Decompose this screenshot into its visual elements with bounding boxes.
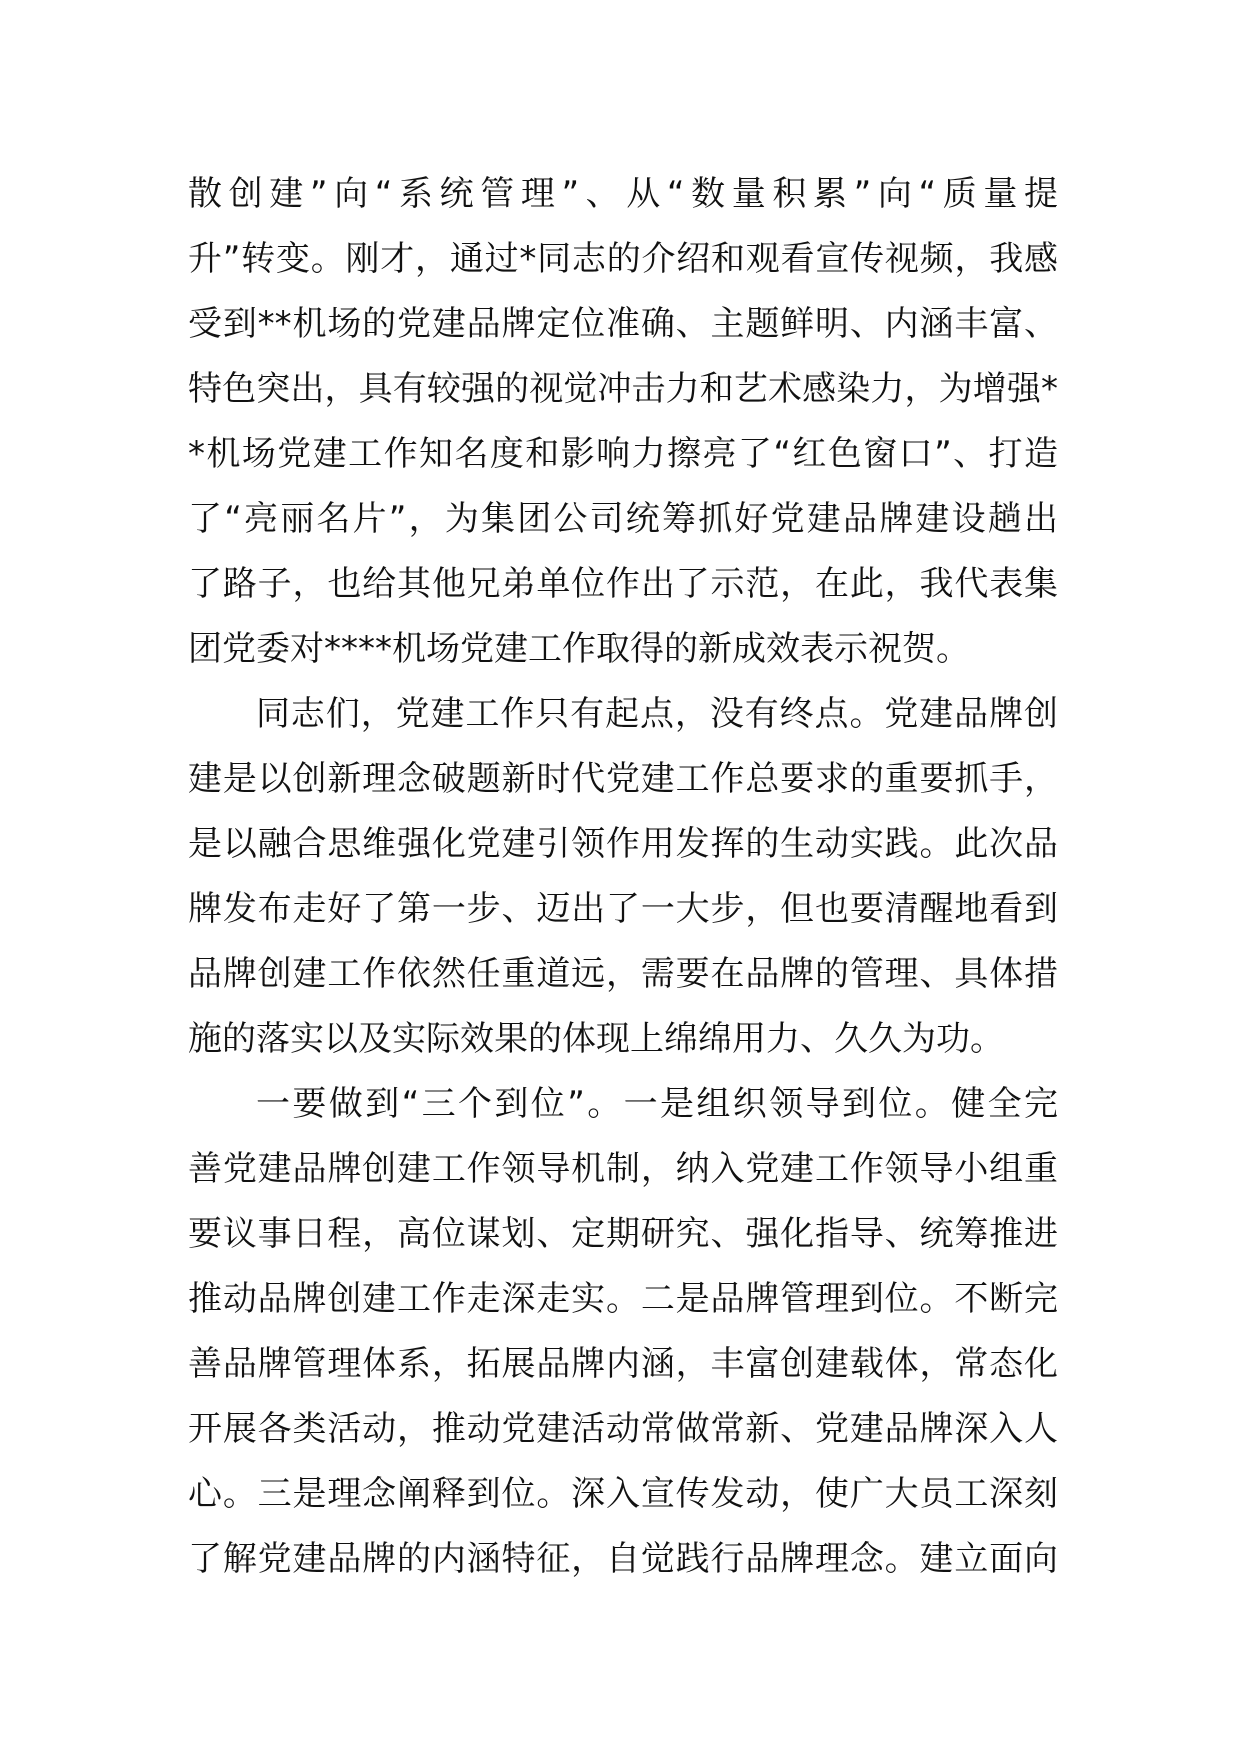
- text-line: 同志们，党建工作只有起点，没有终点。党建品牌创: [256, 694, 1058, 734]
- text-line: 一要做到“三个到位”。一是组织领导到位。健全完: [256, 1084, 1058, 1124]
- text-line: 要议事日程，高位谋划、定期研究、强化指导、统筹推进: [188, 1214, 1058, 1254]
- paragraph-2: [188, 682, 1058, 1072]
- text-line: 开展各类活动，推动党建活动常做常新、党建品牌深入人: [188, 1409, 1058, 1449]
- text-line: 心。三是理念阐释到位。深入宣传发动，使广大员工深刻: [188, 1474, 1058, 1514]
- text-line: 了解党建品牌的内涵特征，自觉践行品牌理念。建立面向: [188, 1539, 1058, 1579]
- text-line: 善党建品牌创建工作领导机制，纳入党建工作领导小组重: [188, 1149, 1058, 1189]
- text-line: 善品牌管理体系，拓展品牌内涵，丰富创建载体，常态化: [188, 1344, 1058, 1384]
- text-line: 品牌创建工作依然任重道远，需要在品牌的管理、具体措: [188, 954, 1058, 994]
- text-line: *机场党建工作知名度和影响力擦亮了“红色窗口”、打造: [188, 434, 1058, 474]
- body-text: [188, 162, 1058, 1592]
- text-line: 推动品牌创建工作走深走实。二是品牌管理到位。不断完: [188, 1279, 1058, 1319]
- text-line: 了路子，也给其他兄弟单位作出了示范，在此，我代表集: [188, 564, 1058, 604]
- text-line: 牌发布走好了第一步、迈出了一大步，但也要清醒地看到: [188, 889, 1058, 929]
- text-line: 散创建”向“系统管理”、从“数量积累”向“质量提: [188, 174, 1058, 214]
- text-line: 了“亮丽名片”，为集团公司统筹抓好党建品牌建设趟出: [188, 499, 1058, 539]
- paragraph-1: [188, 162, 1058, 682]
- text-line: 施的落实以及实际效果的体现上绵绵用力、久久为功。: [188, 1019, 1004, 1059]
- text-line: 升”转变。刚才，通过*同志的介绍和观看宣传视频，我感: [188, 239, 1058, 279]
- text-line: 受到**机场的党建品牌定位准确、主题鲜明、内涵丰富、: [188, 304, 1058, 344]
- text-line: 团党委对****机场党建工作取得的新成效表示祝贺。: [188, 629, 970, 669]
- text-line: 建是以创新理念破题新时代党建工作总要求的重要抓手，: [188, 759, 1058, 799]
- text-line: 是以融合思维强化党建引领作用发挥的生动实践。此次品: [188, 824, 1058, 864]
- text-line: 特色突出，具有较强的视觉冲击力和艺术感染力，为增强*: [188, 369, 1058, 409]
- paragraph-3: [188, 1072, 1058, 1592]
